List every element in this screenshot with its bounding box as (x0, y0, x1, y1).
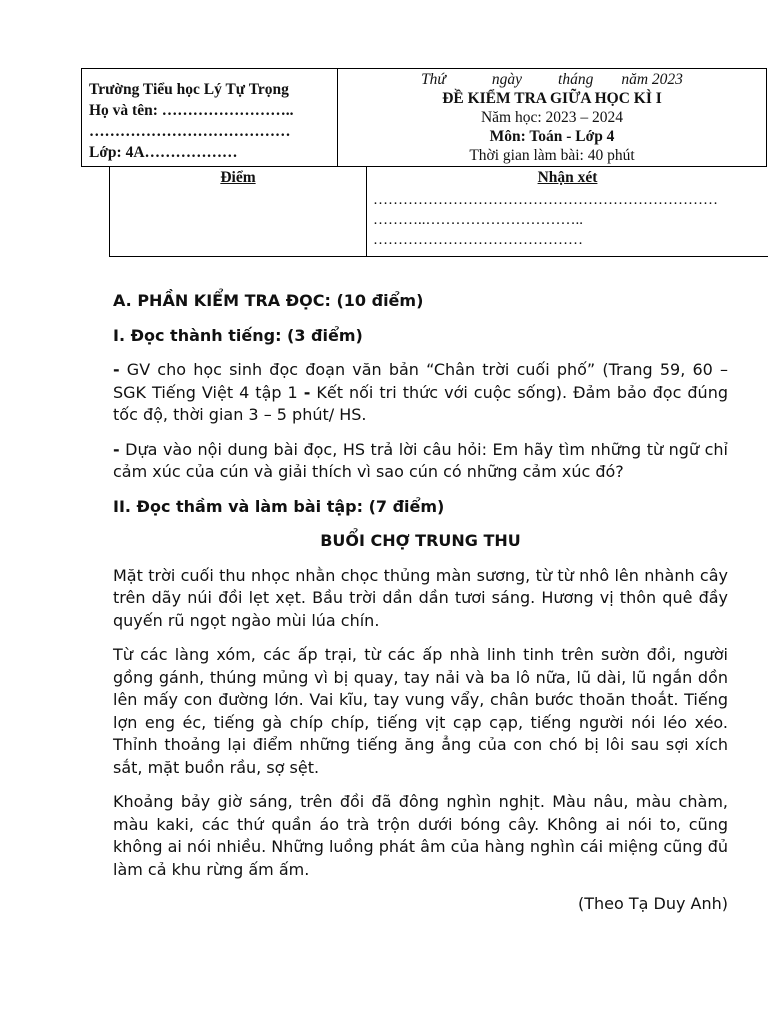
date-line (338, 70, 766, 89)
date-thang: tháng (558, 71, 594, 88)
section-ii-heading: II. Đọc thầm và làm bài tập: (7 điểm) (113, 496, 445, 516)
subject-line: Môn: Toán - Lớp 4 (489, 128, 615, 145)
comment-line-1: …………………………………………………………… (373, 192, 718, 208)
duration-line: Thời gian làm bài: 40 phút (469, 147, 635, 164)
reading-instruction (113, 359, 728, 427)
class-label: Lớp: 4A……………… (89, 144, 238, 161)
exam-title: ĐỀ KIỂM TRA GIỮA HỌC KÌ I (442, 90, 662, 107)
score-header: Điểm (220, 169, 256, 186)
story-title: BUỔI CHỢ TRUNG THU (320, 531, 521, 550)
date-ngay: ngày (491, 71, 523, 88)
question-instruction-text: Dựa vào nội dung bài đọc, HS trả lời câu hỏi: Em hãy tìm những từ ngữ chỉ cảm xúc của cún và giải thích vì sao cún có những cảm xúc đó? (113, 439, 728, 481)
student-name-dots: ………………………………… (89, 123, 291, 140)
student-name-label: Họ và tên: …………………….. (89, 102, 294, 119)
school-name: Trường Tiểu học Lý Tự Trọng (89, 81, 289, 98)
exam-body (113, 290, 728, 928)
comment-line-3: …………………………………… (373, 232, 583, 248)
score-cell (110, 166, 367, 256)
story-source: (Theo Tạ Duy Anh) (577, 894, 728, 913)
date-nam: năm 2023 (621, 71, 683, 88)
date-thu: Thứ (421, 71, 446, 88)
bullet-dash: - (113, 439, 120, 459)
story-paragraph-2: Từ các làng xóm, các ấp trại, từ các ấp nhà linh tinh trên sườn đồi, người gồng gánh, thúng mủng vì bị quay, tay nải và ba lô nữa, lũ dài, lũ ngắn dồn lên mấy con đường lớn. Vai kĩu, tay vung vẩy, chân bước thoăn thoắt. Tiếng lợn eng éc, tiếng gà chíp chíp, tiếng vịt cạp cạp, tiếng người nói léo xéo. Thỉnh thoảng lại điểm những tiếng ăng ẳng của con chó bị lôi sau sợi xích sắt, mặt buồn rầu, sợ sệt. (113, 645, 728, 777)
school-year: Năm học: 2023 – 2024 (480, 109, 624, 126)
exam-info-cell (338, 69, 766, 166)
reading-instruction-text: GV cho học sinh đọc đoạn văn bản “Chân trời cuối phố” (Trang 59, 60 – SGK Tiếng Việt 4 tập 1 (113, 360, 728, 402)
section-i-heading: I. Đọc thành tiếng: (3 điểm) (113, 325, 363, 345)
reading-instruction-text-2: Kết nối tri thức với cuộc sống). Đảm bảo đọc đúng tốc độ, thời gian 3 – 5 phút/ HS. (113, 382, 728, 424)
section-a-heading: A. PHẦN KIỂM TRA ĐỌC: (10 điểm) (113, 291, 424, 310)
comment-line-2: ………..………………………….. (373, 212, 583, 228)
story-paragraph-3: Khoảng bảy giờ sáng, trên đồi đã đông nghìn nghịt. Màu nâu, màu chàm, màu kaki, các thứ quần áo trà trộn dưới bóng cây. Không ai nói to, cũng không ai nói nhiều. Những luồng phát âm của hàng nghìn cái miệng cũng đủ làm cả khu rừng ấm ấm. (113, 792, 728, 879)
comment-header: Nhận xét (537, 169, 598, 186)
student-info-cell (82, 69, 338, 166)
story-paragraph-1: Mặt trời cuối thu nhọc nhằn chọc thủng màn sương, từ từ nhô lên nhành cây trên dãy núi đồi lẹt xẹt. Bầu trời dần dần tươi sáng. Hương vị thôn quê đầy quyến rũ ngọt ngào mùi lúa chín. (113, 565, 728, 630)
exam-header-table (81, 68, 767, 167)
grade-table (109, 166, 768, 257)
comment-cell (367, 166, 768, 256)
bullet-dash: - (113, 360, 120, 379)
bullet-dash-inline: - (303, 382, 311, 402)
question-instruction (113, 439, 728, 484)
